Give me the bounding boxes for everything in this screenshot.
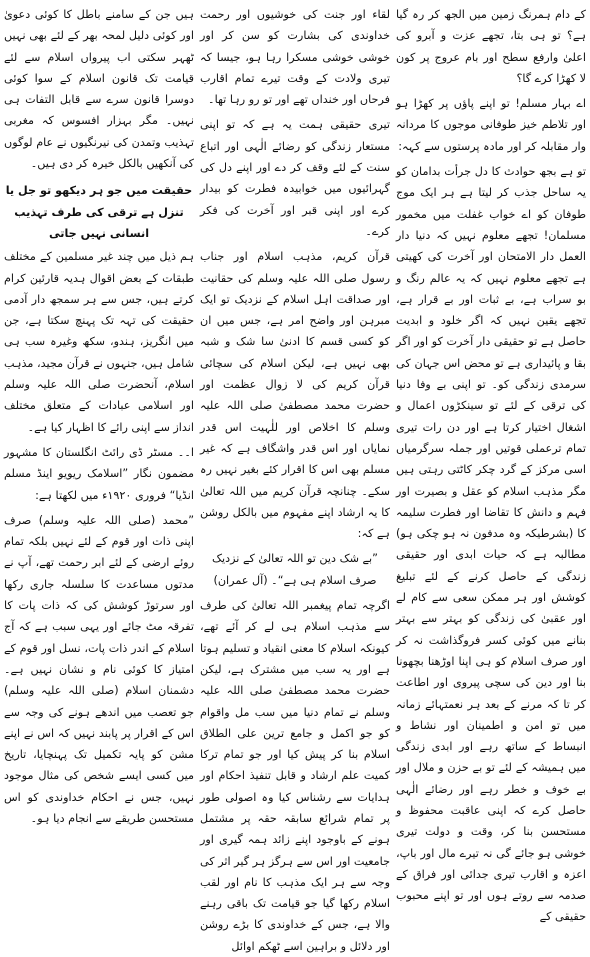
right-column bbox=[396, 4, 586, 924]
paragraph: لقاء اور جنت کی خوشیوں اور رحمت خداوندی کی بشارت کو سن کر اور خوشی خوشی مسکرا رہا ہو، جیسا کہ تیری ولادت کے وقت تیرے تمام اقارب فرحاں اور خنداں تھے اور تو رو رہا تھا۔ bbox=[200, 8, 390, 107]
paragraph: ”محمد (صلی اللہ علیہ وسلم) صرف اپنی ذات اور قوم کے لئے نہیں بلکہ تمام روئے ارضی کے لئے ابر رحمت تھے، آپ نے مدتوں مساعدت کا سلسلہ جاری رکھا اور سرتوڑ کوشش کی کہ ذات پات کا تفرقہ مٹ جائے اور یہی سبب ہے کہ آج اسلام کے اندر ذات پات، نسل اور قوم کے امتیاز کا کوئی نام و نشان نہیں ہے۔ دشمنان اسلام (صلی اللہ علیہ وسلم) جو تعصب میں اندھے ہونے کی وجہ سے اس کے اقرار پر پابند نہیں کہ اس نے اپنے مشن کو پایہ تکمیل تک پہنچایا، تاریخ میں کسی ایسے شخص کی مثال موجود نہیں، جس نے احکام خداوندی کو اس مستحسن طریقے سے انجام دیا ہو۔ bbox=[4, 513, 194, 825]
paragraph: قرآن کریم، مذہب اسلام اور جناب رسول صلی اللہ علیہ وسلم کی حقانیت اور صداقت اہل اسلام کے نزدیک تو ایک مبرہن اور واضح امر ہے، جس میں ان کو کسی قسم کا ادنیٰ سا شک و شبہ بھی نہیں ہے، لیکن اسلام کی سچائی قرآن کریم کی لا زوال عظمت اور حضرت محمد مصطفیٰ صلی اللہ علیہ وسلم کا اخلاص اور للٰہیت اس قدر نمایاں اور اس قدر واشگاف ہے کہ غیر مسلم بھی اس کا اقرار کئے بغیر نہیں رہ سکے۔ چنانچہ قرآن کریم میں اللہ تعالیٰ کا یہ ارشاد اپنے مفہوم میں بالکل روشن ہے کہ: bbox=[200, 250, 390, 541]
paragraph: کے دام ہمرنگ زمین میں الجھ کر رہ گیا ہے؟ تو ہی بتا، تجھے عزت و آبرو کی اعلیٰ وارفع سطح اور بام عروج پر کون لا کھڑا کرے گا؟ bbox=[396, 8, 586, 85]
paragraph: تو ہے بجھ حوادث کا دل جرأت بدامان کو یہ ساحل جذب کر لیتا ہے ہر ایک موج طوفان کو اے خواب غفلت میں مخمور مسلمان! تجھے معلوم نہیں کہ دنیا دار العمل دار الامتحان اور آخرت کی کھیتی ہے تجھے معلوم نہیں کہ یہ عالم رنگ و بو سراب ہے، بے ثبات اور بے قرار ہے، تجھے یقین نہیں کہ اگر خلود و ابدیت حاصل ہے تو حقیقی دار آخرت کو اور اگر بقا و پائیداری ہے تو محض اس جہان کی سرمدی زندگی کو۔ تو اپنی بے وفا دنیا کی ترقی کے لئے تو سینکڑوں اعمال و اشغال اختیار کرتا ہے اور دن رات تیری تمام ترعملی قوتیں اور جملہ سرگرمیاں اسی مرکز کے گرد چکر کاٹتی رہتی ہیں مگر مذہب اسلام کو عقل و بصیرت اور فہم و دانش کا تقاضا اور فطرت سلیمہ کا (بشرطیکہ وہ مدفون نہ ہو چکی ہو) مطالبہ ہے کہ حیات ابدی اور حقیقی زندگی کے حاصل کرنے کے لئے تبلیغ کوشش اور ہر ممکن سعی سے کام لے اور عقبیٰ کی زندگی کو بہتر سے بہتر بنانے میں کوئی کسر فروگذاشت نہ کر اور صرف اسلام کو ہی اپنا اوڑھنا بچھونا بنا اور دین کی سچی پیروی اور اطاعت کر تا کہ مرنے کے بعد ہر نعمتہائے زمانہ میں تو امن و اطمینان اور نشاط و انبساط کے ساتھ رہے اور ابدی زندگی میں ہمیشہ کے لئے تو بے حزن و ملال اور بے خوف و خطر رہے اور رضائے الٰہی حاصل کرے کہ اپنی عاقبت محفوظ و مستحسن بنا کر، وقت و دولت تیری خوشی ہو جائے گی نہ تیرے مال اور باپ، اعزہ و اقارب تیری جدائی اور فراق کے صدمہ سے روتے ہوں اور تو اپنے محبوب حقیقی کے bbox=[396, 165, 586, 924]
middle-column bbox=[199, 4, 390, 953]
paragraph: تیری حقیقی ہمت یہ ہے کہ تو اپنی مستعار زندگی کو رضائے الٰہی اور اتباع سنت کے لئے وقف کر دے اور اپنے دل کی گہرائیوں میں خوابیدہ فطرت کو بیدار کرے اور اپنی قبر اور آخرت کی فکر کرے۔ bbox=[200, 118, 390, 238]
paragraph: ا۔۔ مسٹر ڈی رائٹ انگلستان کا مشہور مضمون نگار ”اسلامک ریویو اینڈ مسلم انڈیا“ فروری ۱۹۲۰ء میں لکھتا ہے: bbox=[4, 445, 194, 502]
text-columns bbox=[4, 4, 586, 953]
paragraph: ہیں جن کے سامنے باطل کا کوئی دعویٰ اور کوئی دلیل لمحہ بھر کے لئے بھی نہیں ٹھہر سکتی اب پیرواں اسلام سے لئے قیامت تک قانون اسلام کے سوا کوئی دوسرا قانون سرے سے قابل التفات ہی نہیں۔ مگر بہزار افسوس کہ مغربی تہذیب وتمدن کی نیرنگیوں نے عام لوگوں کی آنکھیں بالکل خیرہ کر دی ہیں۔ bbox=[4, 8, 194, 171]
left-column bbox=[4, 4, 194, 825]
paragraph: اے بہار مسلم! تو اپنے پاؤں پر کھڑا ہو اور تلاطم خیز طوفانی موجوں کا مردانہ وار مقابلہ کر اور مادہ پرستوں سے کہہ: bbox=[396, 97, 586, 153]
verse: حقیقت میں جو ہر دیکھو تو جل یا تنزل ہے ترقی کی طرف تہذیب انسانی نہیں جاتی bbox=[5, 184, 193, 240]
quran-quote: ”بے شک دین تو اللہ تعالیٰ کے نزدیک صرف اسلام ہی ہے“۔ (آل عمران) bbox=[212, 552, 378, 587]
paragraph: ہم ذیل میں چند غیر مسلمین کے مختلف طبقات کے بعض اقوال ہدیہ قارئین کرام کرتے ہیں، جس سے ہر سمجھ دار آدمی حقیقت کی تہہ تک پہنچ سکتا ہے، جن میں انگریز، ہندو، سکھ وغیرہ سب ہی شامل ہیں، جنہوں نے قرآن مجید، مذہب اسلام، آنحضرت صلی اللہ علیہ وسلم اور اسلامی عبادات کے متعلق مختلف انداز سے اپنی رائے کا اظہار کیا ہے۔ bbox=[4, 250, 194, 434]
paragraph: اگرچہ تمام پیغمبر اللہ تعالیٰ کی طرف سے مذہب اسلام ہی لے کر آئے تھے، کیونکہ اسلام کا معنی انقیاد و تسلیم ہوتا ہے اور یہ سب میں مشترک ہے، لیکن حضرت محمد مصطفیٰ صلی اللہ علیہ وسلم نے تمام دنیا میں سب مل واقوام کو جو اکمل و جامع ترین علی الطلاق اسلام بنا کر پیش کیا اور جو تمام ترکا کمیت علم ارشاد و قابل تنفیذ احکام اور ہدایات سے رشناس کیا وہ اصولی طور پر تمام شرائع سابقہ حقہ پر مشتمل ہونے کے باوجود اپنے زائد ہمہ گیری اور جامعیت اور اس سے ہرگز ہر گیر اثر کی وجہ سے ہر ایک مذہب کا نام اور لقب اسلام رکھا گیا جو قیامت تک باقی رہنے والا ہے، جس کے خداوندی کا بڑے روشن اور دلائل و براہین اسے ٹھکم اوائل bbox=[199, 599, 390, 953]
